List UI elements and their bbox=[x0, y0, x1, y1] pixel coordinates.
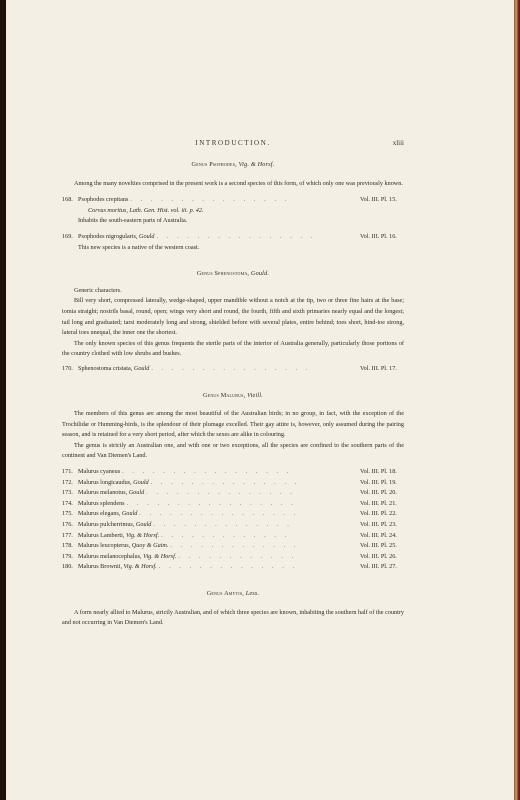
leader-dots: . . . . . . . . . . . . . . bbox=[158, 563, 298, 571]
plate-reference: Vol. III. Pl. 26. bbox=[360, 552, 397, 560]
species-entry bbox=[62, 520, 404, 531]
entry-number: 173. bbox=[62, 489, 73, 497]
plate-reference: Vol. III. Pl. 19. bbox=[360, 478, 397, 486]
species-name: Malurus melanocephalus, bbox=[78, 552, 142, 560]
species-name: Malurus leucopterus, bbox=[78, 542, 131, 550]
genus-heading-malurus: Genus Malurus, Vieill. bbox=[203, 391, 263, 399]
leader-dots: . . . . . . . . . . . . . . bbox=[153, 521, 293, 529]
species-name: Sphenostoma cristata, bbox=[78, 364, 133, 372]
plate-reference: Vol. III. Pl. 25. bbox=[360, 542, 397, 550]
plate-reference: Vol. III. Pl. 27. bbox=[360, 563, 397, 571]
species-author: Quoy & Gaim. bbox=[131, 542, 169, 550]
species-name: Malurus Brownii, bbox=[78, 563, 122, 571]
species-entry bbox=[62, 541, 404, 552]
genus-authors: Less. bbox=[245, 590, 260, 597]
genus-heading-sphenostoma: Genus Sphenostoma, Gould. bbox=[196, 270, 270, 278]
leader-dots: . . . . . . . . . . . . . . . . bbox=[139, 510, 299, 518]
genus-description: The genus is strictly an Australian one, and with one or two exceptions, all the species are confined to the southern parts of the continent and Van Diemen's Land. bbox=[62, 441, 404, 460]
species-entry bbox=[62, 195, 404, 206]
leader-dots: . . . . . . . . . . . . . . . . bbox=[156, 232, 317, 240]
species-author: Gould bbox=[133, 364, 150, 372]
species-entry bbox=[62, 467, 404, 478]
species-entry bbox=[62, 364, 404, 375]
species-entry bbox=[62, 509, 404, 520]
leader-dots: . . . . . . . . . . . . . . . . bbox=[151, 364, 311, 372]
species-name: Malurus longicaudus, bbox=[78, 478, 132, 486]
habitat-note: Inhabits the south-eastern parts of Australia. bbox=[78, 217, 188, 225]
plate-reference: Vol. III. Pl. 24. bbox=[360, 531, 397, 539]
genus-authors: Vieill. bbox=[247, 391, 263, 399]
genus-name: Psophodes bbox=[209, 161, 236, 168]
species-author: Vig. & Horsf. bbox=[123, 563, 157, 571]
entry-number: 180. bbox=[62, 563, 73, 571]
plate-reference: Vol. III. Pl. 21. bbox=[360, 499, 397, 507]
species-author: Gould bbox=[121, 510, 138, 518]
species-name: Malurus Lamberti, bbox=[78, 531, 125, 539]
synonym-note: Corvus moritus, Lath. Gen. Hist. vol. iii. p. 42. bbox=[88, 206, 204, 214]
entry-number: 178. bbox=[62, 542, 73, 550]
entry-number: 177. bbox=[62, 531, 73, 539]
species-author: Vig. & Horsf. bbox=[143, 552, 177, 560]
genus-heading-amytis: Genus Amytis, Less. bbox=[206, 590, 260, 597]
plate-reference: Vol. III. Pl. 22. bbox=[360, 510, 397, 518]
leader-dots: . . . . . . . . . . . . . . . bbox=[150, 478, 300, 486]
species-author: Gould bbox=[135, 521, 152, 529]
leader-dots: . . . . . . . . . . . . . . . bbox=[146, 489, 296, 497]
entry-number: 176. bbox=[62, 521, 73, 529]
species-entry bbox=[62, 478, 404, 489]
species-author: Gould bbox=[133, 478, 149, 486]
entry-number: 170. bbox=[62, 364, 73, 372]
genus-name: Malurus bbox=[220, 391, 244, 399]
species-list bbox=[62, 467, 404, 573]
species-author: Gould bbox=[128, 489, 145, 497]
species-entry bbox=[62, 531, 404, 542]
species-name: Malurus cyaneus bbox=[78, 468, 121, 476]
species-entry bbox=[62, 488, 404, 499]
plate-reference: Vol. III. Pl. 18. bbox=[360, 468, 397, 476]
species-entry bbox=[62, 562, 404, 573]
entry-number: 175. bbox=[62, 510, 73, 518]
running-head-title: INTRODUCTION. bbox=[195, 139, 271, 147]
genus-description: The members of this genus are among the most beautiful of the Australian birds; in no group, in fact, with the exception of the Trochilidæ or Humming-birds, is the splendour of their plumage excelled. Their gay attire is, however, only assumed during the pairing season, and is retained for a very short period, after which the sexes are alike in colouring. bbox=[62, 410, 404, 439]
leader-dots: . . . . . . . . . . . . . bbox=[170, 542, 300, 550]
page-number: xliii bbox=[392, 139, 404, 147]
species-name: Malurus elegans, bbox=[78, 510, 121, 518]
leader-dots: . . . . . . . . . . . . . . . . . bbox=[126, 499, 297, 507]
plate-reference: Vol. III. Pl. 17. bbox=[360, 364, 397, 372]
species-entry bbox=[62, 232, 404, 243]
genus-description: A form nearly allied to Malurus, strictly Australian, and of which three species are known, inhabiting the southern half of the country and not occurring in Van Diemen's Land. bbox=[62, 608, 404, 627]
leader-dots: . . . . . . . . . . . . . bbox=[161, 531, 290, 539]
genus-intro: Among the many novelties comprised in the present work is a second species of this form, of which only one was previously known. bbox=[74, 179, 403, 187]
entry-number: 179. bbox=[62, 552, 73, 560]
habitat-note: This new species is a native of the western coast. bbox=[78, 243, 200, 251]
entry-number: 171. bbox=[62, 468, 73, 476]
plate-reference: Vol. III. Pl. 23. bbox=[360, 521, 397, 529]
species-name: Malurus splendens bbox=[78, 499, 125, 507]
genus-authors: Gould. bbox=[250, 270, 270, 278]
species-entry bbox=[62, 552, 404, 563]
plate-reference: Vol. III. Pl. 16. bbox=[360, 232, 397, 240]
genus-description: Bill very short, compressed laterally, wedge-shaped, upper mandible without a notch at the tip, two or three fine hairs at the base; tomia straight; nostrils basal, round, open; wings very short and round, the fourth, fifth and sixth primaries nearly equal and the longest; tail long and graduated; tarsi moderately long and strong, shielded before with several plates, entire behind; toes short, hind-toe strong, lateral toes unequal, the inner one the shortest. bbox=[62, 297, 404, 337]
species-entry bbox=[62, 499, 404, 510]
generic-characters-label: Generic characters. bbox=[74, 286, 122, 294]
entry-number: 172. bbox=[62, 478, 73, 486]
species-name: Malurus melanotus, bbox=[78, 489, 128, 497]
leader-dots: . . . . . . . . . . . . . . . . bbox=[130, 196, 290, 204]
species-author: Vig. & Horsf. bbox=[125, 531, 160, 539]
entry-number: 174. bbox=[62, 499, 73, 507]
genus-authors: Vig. & Horsf. bbox=[238, 161, 275, 168]
species-name: Psophodes nigrogularis, bbox=[78, 232, 138, 240]
plate-reference: Vol. III. Pl. 20. bbox=[360, 489, 397, 497]
plate-reference: Vol. III. Pl. 15. bbox=[360, 196, 397, 204]
leader-dots: . . . . . . . . . . . . bbox=[178, 552, 297, 560]
page-fore-edge bbox=[514, 0, 520, 800]
entry-number: 169. bbox=[62, 232, 73, 240]
genus-name: Amytis bbox=[224, 590, 243, 597]
leader-dots: . . . . . . . . . . . . . . . . . bbox=[122, 468, 292, 476]
genus-name: Sphenostoma bbox=[214, 270, 248, 278]
species-name: Psophodes crepitans bbox=[78, 196, 129, 204]
page-content bbox=[62, 140, 404, 629]
species-name: Malurus pulcherrimus, bbox=[78, 521, 135, 529]
genus-description: The only known species of this genus frequents the sterile parts of the interior of Australia generally, particularly those portions of the country clothed with low shrubs and bushes. bbox=[62, 339, 404, 358]
species-author: Gould bbox=[139, 232, 155, 240]
entry-number: 168. bbox=[62, 196, 73, 204]
genus-heading-psophodes: Genus Psophodes, Vig. & Horsf. bbox=[191, 161, 275, 168]
